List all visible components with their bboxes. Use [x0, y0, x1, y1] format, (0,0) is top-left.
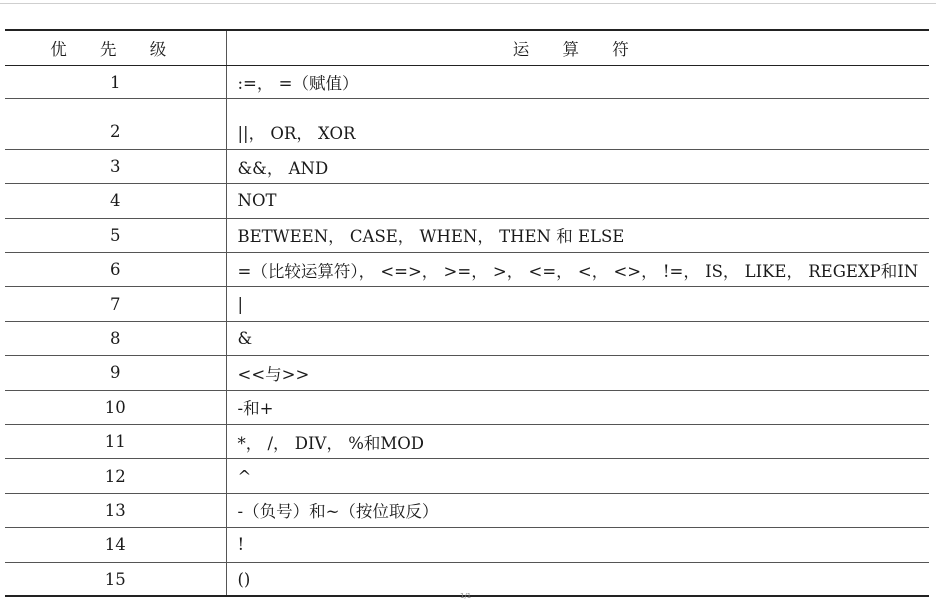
table-row: [5, 425, 929, 459]
operator-cell: &&， AND: [226, 149, 929, 183]
operator-cell: &: [226, 321, 929, 355]
table-row: [5, 149, 929, 183]
page-number: 1/1: [460, 592, 472, 600]
top-rule: [0, 3, 936, 4]
table-row: [5, 528, 929, 562]
operator-cell: ||， OR， XOR: [226, 115, 929, 149]
operator-cell: !: [226, 528, 929, 562]
operator-cell: =（比较运算符）， <=>， >=， >， <=， <， <>， !=， IS， LIKE， REGEXP和IN: [226, 253, 929, 287]
operator-cell: (): [226, 562, 929, 596]
table-row: [5, 390, 929, 424]
priority-cell: 14: [5, 528, 226, 562]
table-row: [5, 184, 929, 218]
table-row: [5, 253, 929, 287]
priority-cell: 5: [5, 218, 226, 252]
priority-cell: 3: [5, 149, 226, 183]
table-row: [5, 356, 929, 390]
operator-precedence-table: [5, 29, 929, 597]
table-header-row: [5, 30, 929, 66]
table-row: [5, 66, 929, 99]
operator-cell: |: [226, 287, 929, 321]
priority-cell: 1: [5, 66, 226, 99]
priority-cell: 4: [5, 184, 226, 218]
priority-cell: 11: [5, 425, 226, 459]
table-row: [5, 218, 929, 252]
priority-cell: 6: [5, 253, 226, 287]
spacer-cell: [226, 99, 929, 116]
header-priority: 优 先 级: [5, 30, 226, 66]
operator-cell: -和+: [226, 390, 929, 424]
header-operator: 运 算 符: [226, 30, 929, 66]
priority-cell: 13: [5, 493, 226, 527]
table-row: [5, 459, 929, 493]
operator-cell: *， /， DIV， %和MOD: [226, 425, 929, 459]
priority-cell: 12: [5, 459, 226, 493]
operator-cell: <<与>>: [226, 356, 929, 390]
operator-cell: NOT: [226, 184, 929, 218]
table-spacer-row: [5, 99, 929, 116]
operator-cell: ^: [226, 459, 929, 493]
table-row: [5, 493, 929, 527]
table-row: [5, 321, 929, 355]
spacer-cell: [5, 99, 226, 116]
priority-cell: 15: [5, 562, 226, 596]
priority-cell: 7: [5, 287, 226, 321]
priority-cell: 10: [5, 390, 226, 424]
operator-cell: BETWEEN， CASE， WHEN， THEN 和 ELSE: [226, 218, 929, 252]
priority-cell: 8: [5, 321, 226, 355]
priority-cell: 9: [5, 356, 226, 390]
priority-cell: 2: [5, 115, 226, 149]
operator-cell: :=， =（赋值）: [226, 66, 929, 99]
operator-cell: -（负号）和~（按位取反）: [226, 493, 929, 527]
table-row: [5, 287, 929, 321]
table-row: [5, 115, 929, 149]
